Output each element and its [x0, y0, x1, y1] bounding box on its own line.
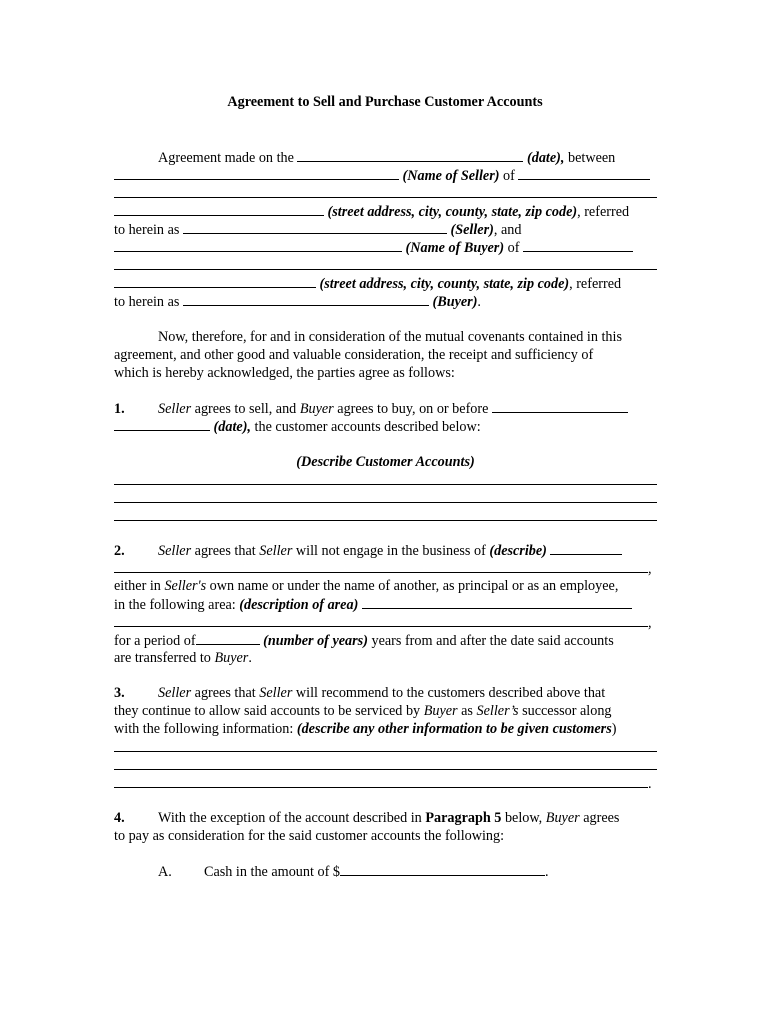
describe-accounts-heading: (Describe Customer Accounts): [296, 454, 475, 470]
para4-line-2: to pay as consideration for the said customer accounts the following:: [114, 828, 505, 844]
business-blank-2[interactable]: [114, 559, 648, 573]
as-text: as: [457, 703, 477, 719]
purchase-date-blank-2[interactable]: [114, 417, 210, 431]
seller-label: (Seller): [450, 222, 494, 238]
accounts-line-1[interactable]: [114, 484, 657, 485]
seller-address-rule[interactable]: [114, 197, 657, 198]
recital-line-3: which is hereby acknowledged, the parties agree as follows:: [114, 365, 455, 381]
info-line-2[interactable]: [114, 769, 657, 770]
seller-term: Seller: [158, 401, 192, 417]
years-blank[interactable]: [196, 631, 260, 645]
name-of-buyer-label: (Name of Buyer): [405, 240, 505, 256]
accounts-line-3[interactable]: [114, 520, 657, 521]
intro-line-4: [114, 220, 657, 239]
own-name-text: own name or under the name of another, as principal or as an employee,: [206, 578, 619, 594]
agrees-that-text: agrees that: [191, 685, 260, 701]
buyer-of-blank[interactable]: [523, 238, 633, 252]
agrees-to-buy-text: agrees to buy, on or before: [333, 401, 489, 417]
recital-text-1: Now, therefore, for and in consideration of the mutual covenants contained in this: [158, 329, 622, 345]
description-of-area-label: (description of area): [239, 597, 359, 613]
period: .: [648, 776, 652, 792]
info-line-1[interactable]: [114, 751, 657, 752]
document-title: Agreement to Sell and Purchase Customer Accounts: [227, 94, 543, 110]
para2-line-3: [114, 577, 657, 595]
street-address-label-2: (street address, city, county, state, zip code): [319, 276, 570, 292]
date-label: (date),: [527, 150, 565, 166]
comma: ,: [648, 561, 652, 577]
para1-number: 1.: [114, 401, 125, 417]
para1-line-2: [114, 417, 657, 436]
item-a-letter: A.: [158, 864, 172, 880]
agrees-that-text: agrees that: [191, 543, 260, 559]
para2-number: 2.: [114, 543, 125, 559]
buyer-term: Buyer: [214, 650, 249, 666]
referred-text: , referred: [577, 204, 630, 220]
area-blank-2[interactable]: [114, 613, 648, 627]
para2-line-1: [114, 541, 657, 560]
purchase-date-blank[interactable]: [492, 399, 628, 413]
buyer-term: Buyer: [299, 401, 334, 417]
intro-line-5: [114, 238, 657, 257]
seller-term: Seller: [259, 543, 293, 559]
cash-amount-blank[interactable]: [340, 862, 545, 876]
para2-line-5: [114, 613, 657, 632]
to-herein-as-text-2: to herein as: [114, 294, 180, 310]
buyer-address-blank[interactable]: [114, 274, 316, 288]
para4-number: 4.: [114, 810, 125, 826]
buyer-label: (Buyer): [432, 294, 478, 310]
name-of-seller-label: (Name of Seller): [402, 168, 500, 184]
number-of-years-label: (number of years): [263, 633, 368, 649]
street-address-label: (street address, city, county, state, zip code): [327, 204, 578, 220]
paragraph-5-reference: Paragraph 5: [425, 810, 502, 826]
intro-line-1: [114, 148, 657, 167]
seller-term: Seller: [158, 685, 192, 701]
para3-line-3: [114, 720, 657, 738]
referred-text-2: , referred: [569, 276, 622, 292]
para2-line-6: [114, 631, 657, 650]
period: .: [477, 294, 481, 310]
cash-text: Cash in the amount of $: [204, 864, 340, 880]
describe-label: (describe): [489, 543, 547, 559]
intro-line-3: [114, 202, 657, 221]
recital-line-1: [114, 328, 657, 346]
para4-item-a: [114, 862, 657, 881]
period: .: [248, 650, 252, 666]
area-blank[interactable]: [362, 595, 632, 609]
either-in-text: either in: [114, 578, 165, 594]
seller-term: Seller: [158, 543, 192, 559]
not-engage-text: will not engage in the business of: [292, 543, 490, 559]
buyer-address-rule[interactable]: [114, 269, 657, 270]
transferred-text: are transferred to: [114, 650, 215, 666]
business-blank[interactable]: [550, 541, 622, 555]
of-text-2: of: [507, 240, 520, 256]
para3-line-2: [114, 702, 657, 720]
buyer-term: Buyer: [423, 703, 458, 719]
following-area-text: in the following area:: [114, 597, 240, 613]
agreement-date-blank[interactable]: [297, 148, 523, 162]
seller-alias-blank[interactable]: [183, 220, 447, 234]
intro-line-7: [114, 292, 657, 311]
between-text: between: [568, 150, 616, 166]
sellers-term: Seller’s: [476, 703, 519, 719]
accounts-text: the customer accounts described below:: [250, 419, 481, 435]
successor-text: successor along: [518, 703, 612, 719]
to-herein-as-text: to herein as: [114, 222, 180, 238]
buyer-alias-blank[interactable]: [183, 292, 429, 306]
seller-term: Seller: [259, 685, 293, 701]
and-text: , and: [493, 222, 522, 238]
seller-of-blank[interactable]: [518, 166, 650, 180]
intro-line-2: [114, 166, 657, 185]
para3-line-1: [114, 684, 657, 702]
period: .: [544, 864, 549, 880]
seller-address-blank[interactable]: [114, 202, 324, 216]
seller-name-blank[interactable]: [114, 166, 399, 180]
below-text: below,: [501, 810, 546, 826]
buyer-term: Buyer: [545, 810, 580, 826]
intro-line-6: [114, 274, 657, 293]
comma: ,: [648, 615, 652, 631]
of-text: of: [503, 168, 515, 184]
made-on-text: Agreement made on the: [158, 150, 294, 166]
agrees-to-sell-text: agrees to sell, and: [191, 401, 300, 417]
info-line-3[interactable]: [114, 774, 648, 788]
para2-line-2: [114, 559, 657, 578]
for-a-period-text: for a period of: [114, 633, 196, 649]
accounts-line-2[interactable]: [114, 502, 657, 503]
para3-number: 3.: [114, 685, 125, 701]
recommend-text: will recommend to the customers described above that: [292, 685, 606, 701]
years-after-text: years from and after the date said accounts: [367, 633, 614, 649]
para4-line-1: [114, 809, 657, 827]
recital-line-2: agreement, and other good and valuable consideration, the receipt and sufficiency of: [114, 347, 594, 363]
exception-text: With the exception of the account described in: [158, 810, 426, 826]
buyer-name-blank[interactable]: [114, 238, 402, 252]
describe-info-label: (describe any other information to be given customers: [296, 721, 612, 737]
para3-line-6: [114, 774, 657, 793]
para2-line-7: [114, 649, 657, 667]
date-label-2: (date),: [213, 419, 251, 435]
agrees-text: agrees: [579, 810, 620, 826]
para2-line-4: [114, 595, 657, 614]
following-information-text: with the following information:: [114, 721, 297, 737]
close-paren: ): [611, 721, 617, 737]
serviced-by-text: they continue to allow said accounts to be serviced by: [114, 703, 424, 719]
sellers-term: Seller's: [164, 578, 207, 594]
para1-line-1: [114, 399, 657, 418]
